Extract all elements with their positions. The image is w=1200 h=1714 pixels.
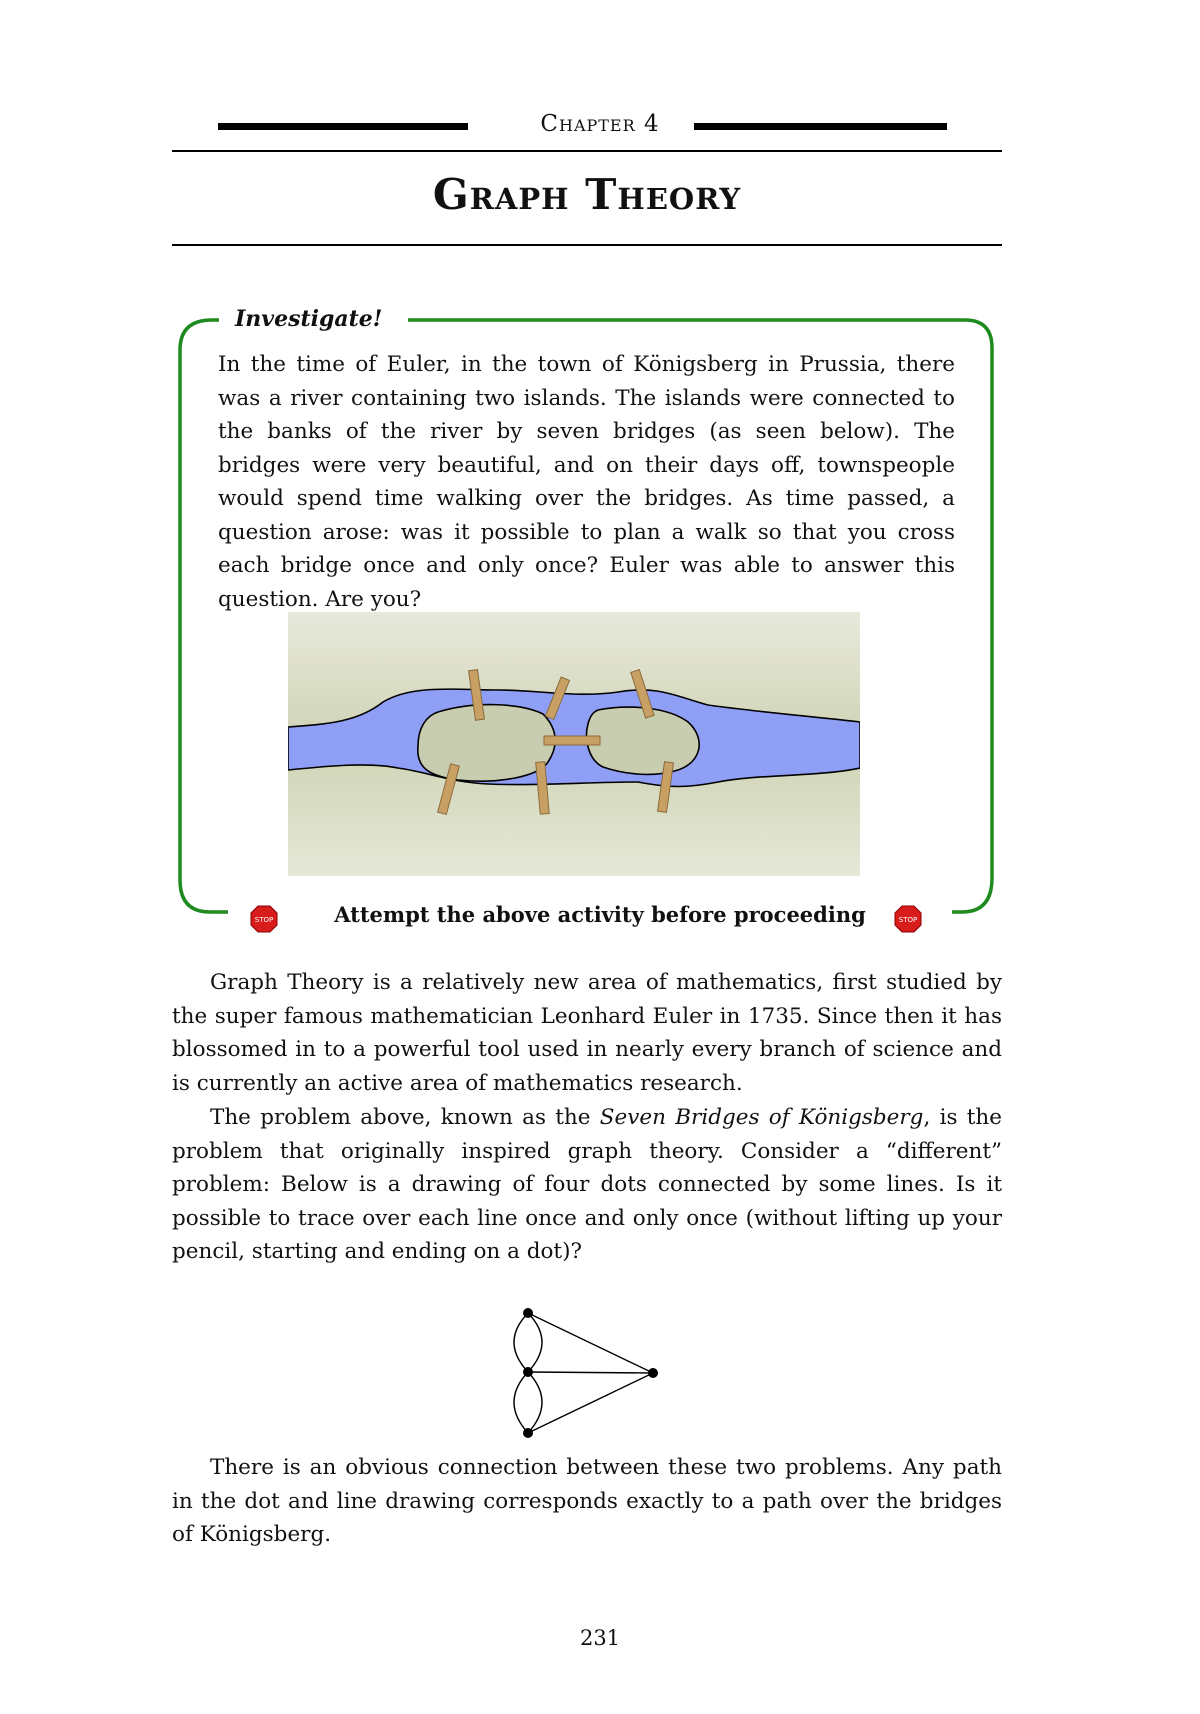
graph-edge [528, 1372, 542, 1433]
graph-vertex [523, 1367, 533, 1377]
graph-edge [528, 1313, 653, 1373]
seven-bridges-term: Seven Bridges of Königsberg [599, 1105, 924, 1130]
chapter-title: Graph Theory [432, 170, 742, 219]
graph-edge [528, 1313, 542, 1372]
graph-vertex [523, 1308, 533, 1318]
investigate-label: Investigate! [229, 306, 388, 332]
para2-text-after: , is the problem that originally inspired graph theory. Consider a “different” problem: Below is a drawing of four dots connected by some lines. Is it possible to trace over each line once and only once (without lifting up your pencil, starting and ending on a dot)? [172, 1105, 1002, 1264]
investigate-text: In the time of Euler, in the town of Königsberg in Prussia, there was a river containing two islands. The islands were connected to the banks of the river by seven bridges (as seen below). The bridges were very beautiful, and on their days off, townspeople would spend time walking over the bridges. As time passed, a question arose: was it possible to plan a walk so that you cross each bridge once and only once? Euler was able to answer this question. Are you? [218, 352, 955, 612]
stop-icon [250, 905, 278, 933]
graph-vertex [648, 1368, 658, 1378]
bridge [544, 736, 600, 745]
konigsberg-bridges-illustration [288, 612, 860, 876]
graph-edge [514, 1313, 528, 1372]
para2-text-before: The problem above, known as the [210, 1105, 600, 1130]
graph-edge [514, 1372, 528, 1433]
graph-figure [500, 1300, 670, 1450]
page-number: 231 [579, 1626, 621, 1650]
body-paragraph-3: There is an obvious connection between these two problems. Any path in the dot and line drawing corresponds exactly to a path over the bridges of Königsberg. [172, 1455, 1002, 1547]
graph-vertex [523, 1428, 533, 1438]
stop-icon [894, 905, 922, 933]
body-paragraph-1: Graph Theory is a relatively new area of mathematics, first studied by the super famous mathematician Leonhard Euler in 1735. Since then it has blossomed in to a powerful tool used in nearly every branch of science and is currently an active area of mathematics research. [172, 970, 1002, 1096]
island-west [418, 705, 555, 782]
attempt-notice: Attempt the above activity before proceeding [334, 902, 866, 927]
chapter-label: Chapter 4 [540, 111, 660, 137]
graph-edge [528, 1373, 653, 1433]
stop-icon-text: STOP [898, 916, 918, 924]
stop-icon-text: STOP [254, 916, 274, 924]
graph-edge [528, 1372, 653, 1373]
body-paragraph-2 [172, 1101, 1002, 1269]
